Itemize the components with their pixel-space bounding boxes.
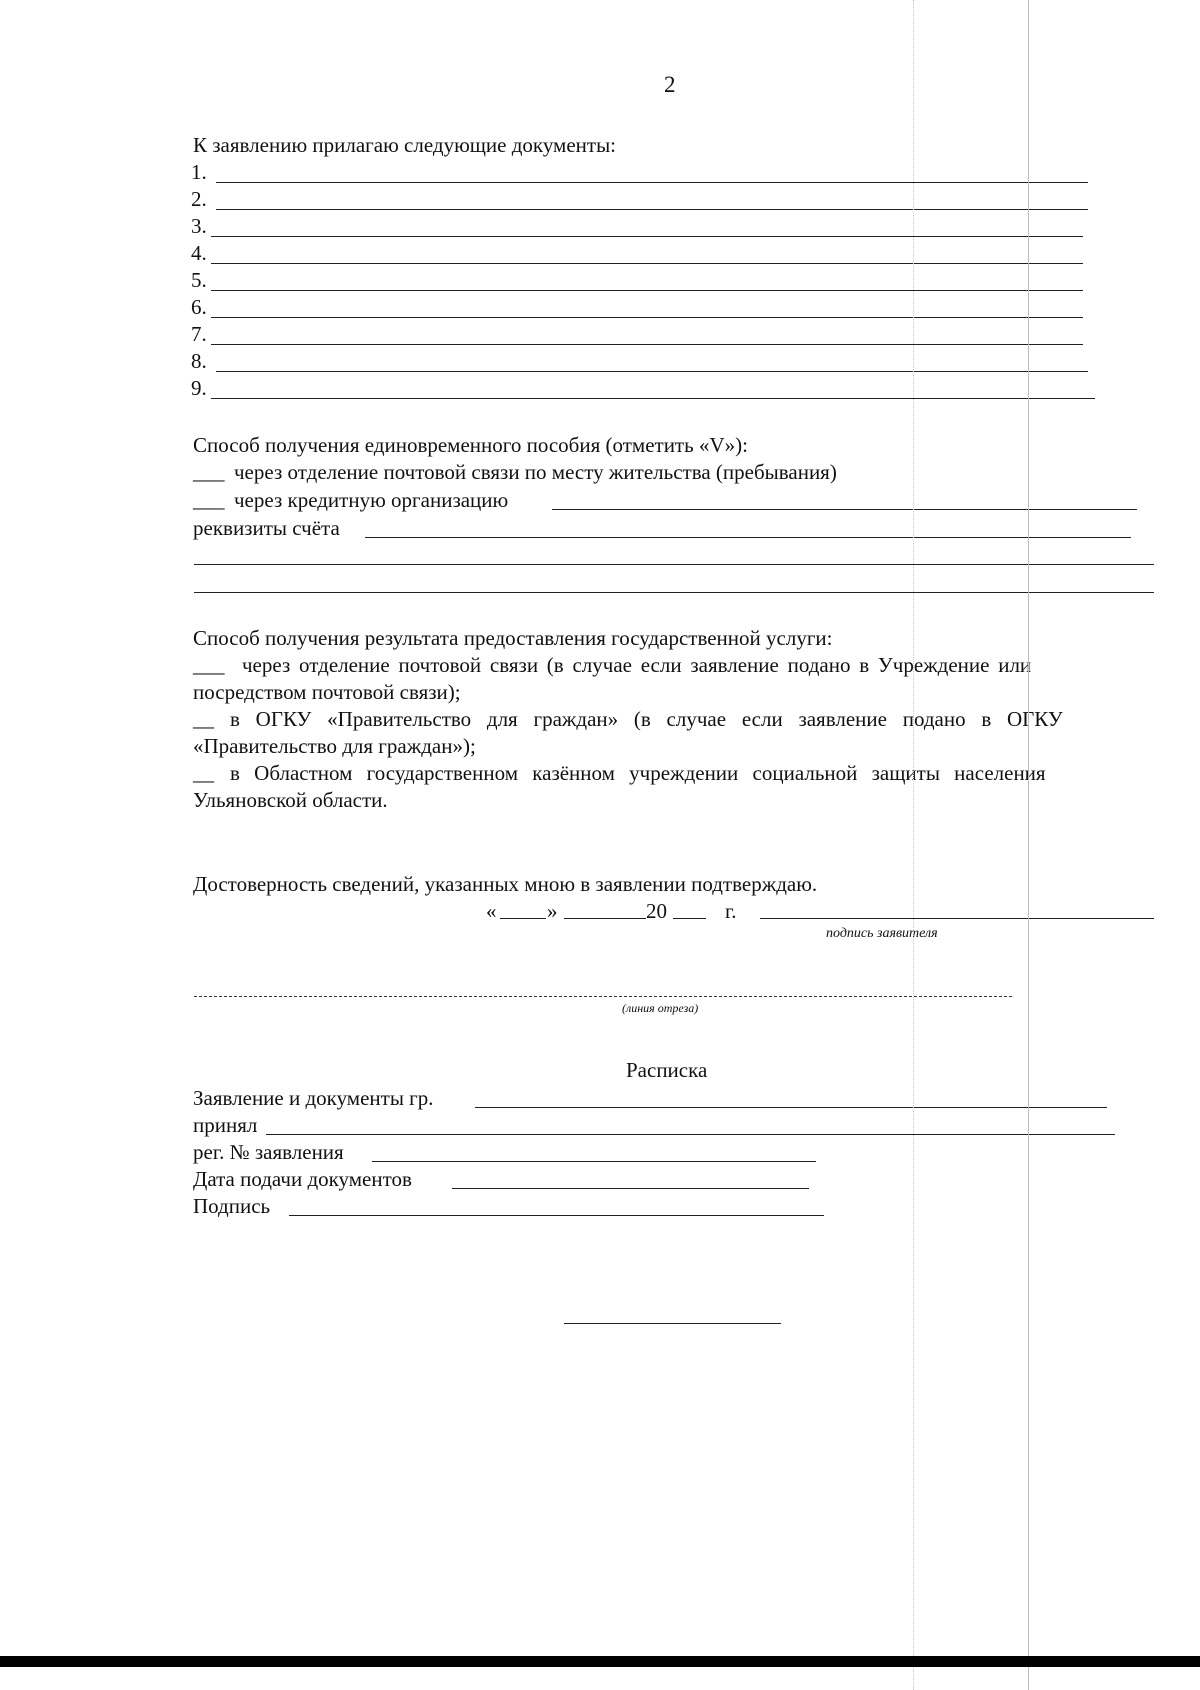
result-option-social-checkbox[interactable]: __: [193, 761, 214, 785]
benefit-option-credit-label: через кредитную организацию: [234, 488, 509, 512]
attachment-number-8: 8.: [191, 349, 207, 373]
account-details-line-3[interactable]: [194, 592, 1154, 593]
date-quote-open: «: [486, 899, 497, 923]
date-month-line[interactable]: [564, 918, 646, 919]
result-option-ogku-text: в ОГКУ «Правительство для граждан» (в случае если заявление подано в ОГКУ: [230, 707, 1063, 731]
receipt-date-line[interactable]: [452, 1188, 809, 1189]
receipt-documents-line[interactable]: [475, 1107, 1107, 1108]
benefit-option-credit-checkbox[interactable]: ___: [193, 488, 225, 512]
scan-artifact-line: [1028, 0, 1029, 1690]
receipt-date-label: Дата подачи документов: [193, 1167, 412, 1191]
date-year-prefix: 20: [646, 899, 667, 923]
credit-organization-line[interactable]: [552, 509, 1137, 510]
attachment-number-5: 5.: [191, 268, 207, 292]
date-year-line[interactable]: [673, 918, 706, 919]
attachment-number-1: 1.: [191, 160, 207, 184]
scan-bottom-border: [0, 1656, 1200, 1667]
account-details-label: реквизиты счёта: [193, 516, 340, 540]
cut-line-caption: (линия отреза): [622, 1001, 699, 1015]
cut-line: [194, 996, 1012, 997]
attachment-number-7: 7.: [191, 322, 207, 346]
attachment-number-4: 4.: [191, 241, 207, 265]
closing-rule: [564, 1323, 781, 1324]
benefit-method-heading: Способ получения единовременного пособия (отметить «V»):: [193, 433, 748, 457]
receipt-title: Расписка: [626, 1058, 708, 1082]
receipt-reg-line[interactable]: [372, 1161, 816, 1162]
attachment-number-9: 9.: [191, 376, 207, 400]
receipt-signature-line[interactable]: [289, 1215, 824, 1216]
result-option-post-text-cont: посредством почтовой связи);: [193, 680, 461, 704]
attachment-number-6: 6.: [191, 295, 207, 319]
attachment-line-4[interactable]: [211, 263, 1083, 264]
benefit-option-post-label: через отделение почтовой связи по месту жительства (пребывания): [234, 460, 837, 484]
account-details-line-2[interactable]: [194, 564, 1154, 565]
receipt-reg-label: рег. № заявления: [193, 1140, 344, 1164]
attachments-heading: К заявлению прилагаю следующие документы:: [193, 133, 617, 157]
attachment-line-9[interactable]: [211, 398, 1095, 399]
result-option-post-checkbox[interactable]: ___: [193, 653, 225, 677]
result-option-ogku-checkbox[interactable]: __: [193, 707, 214, 731]
receipt-documents-label: Заявление и документы гр.: [193, 1086, 434, 1110]
attachment-line-2[interactable]: [216, 209, 1088, 210]
receipt-accepted-line[interactable]: [266, 1134, 1115, 1135]
attachment-line-6[interactable]: [211, 317, 1083, 318]
attachment-line-5[interactable]: [211, 290, 1083, 291]
attachment-number-2: 2.: [191, 187, 207, 211]
scan-artifact-line: [913, 0, 914, 1690]
date-year-suffix: г.: [725, 899, 737, 923]
result-method-heading: Способ получения результата предоставления государственной услуги:: [193, 626, 833, 650]
benefit-option-post-checkbox[interactable]: ___: [193, 460, 225, 484]
date-quote-close: »: [547, 899, 558, 923]
result-option-social-text: в Областном государственном казённом учреждении социальной защиты населения: [230, 761, 1046, 785]
confirmation-text: Достоверность сведений, указанных мною в заявлении подтверждаю.: [193, 872, 818, 896]
attachment-line-7[interactable]: [211, 344, 1083, 345]
account-details-line-1[interactable]: [365, 537, 1131, 538]
receipt-accepted-label: принял: [193, 1113, 258, 1137]
attachment-number-3: 3.: [191, 214, 207, 238]
result-option-post-text: через отделение почтовой связи (в случае если заявление подано в Учреждение или: [242, 653, 1032, 677]
attachment-line-3[interactable]: [211, 236, 1083, 237]
page-number: 2: [664, 72, 676, 97]
result-option-ogku-text-cont: «Правительство для граждан»);: [193, 734, 476, 758]
applicant-signature-line[interactable]: [760, 918, 1154, 919]
result-option-social-text-cont: Ульяновской области.: [193, 788, 388, 812]
applicant-signature-caption: подпись заявителя: [826, 926, 938, 941]
attachment-line-8[interactable]: [216, 371, 1088, 372]
attachment-line-1[interactable]: [216, 182, 1088, 183]
date-day-line[interactable]: [500, 918, 546, 919]
receipt-signature-label: Подпись: [193, 1194, 271, 1218]
